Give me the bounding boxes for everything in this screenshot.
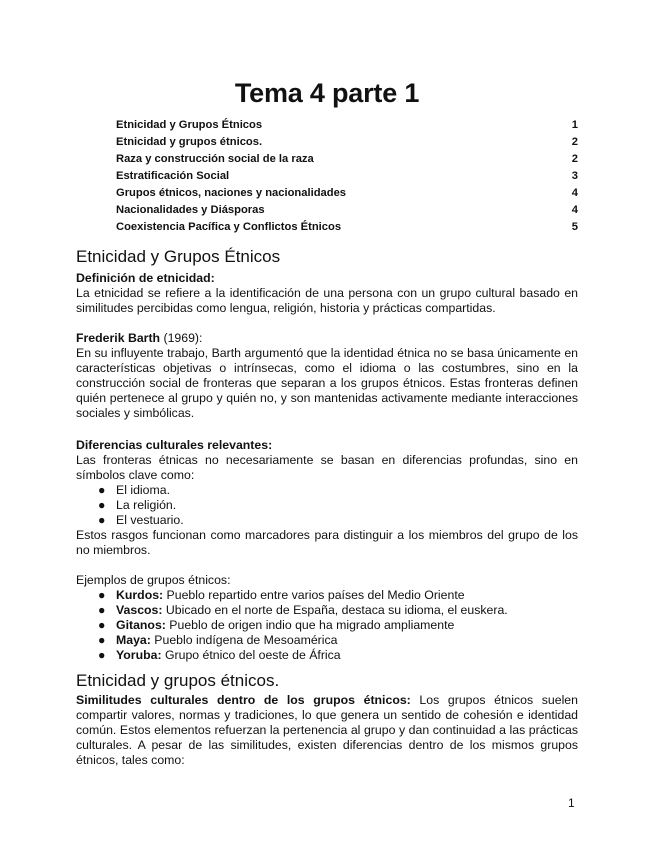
bullet-icon: ● [98, 483, 106, 497]
toc-page: 2 [571, 136, 578, 148]
differences-heading: Diferencias culturales relevantes: [76, 438, 273, 452]
toc-page: 3 [571, 170, 578, 182]
toc-page: 4 [571, 187, 578, 199]
page-number: 1 [568, 796, 575, 810]
examples-intro: Ejemplos de grupos étnicos: [76, 573, 231, 587]
list-item: ● Gitanos: Pueblo de origen indio que ha migrado ampliamente [98, 618, 455, 632]
toc-label: Raza y construcción social de la raza [116, 153, 314, 165]
list-item: ● Maya: Pueblo indígena de Mesoamérica [98, 633, 338, 647]
list-item: ● La religión. [98, 498, 177, 512]
toc-entry[interactable] [76, 185, 578, 202]
bullet-icon: ● [98, 618, 106, 632]
symbols-list [76, 483, 578, 528]
toc-label: Coexistencia Pacífica y Conflictos Étnicos [116, 221, 342, 233]
similarities-paragraph: Similitudes culturales dentro de los grupos étnicos: Los grupos étnicos suelen compartir valores, normas y tradiciones, lo que genera un sentido de cohesión e identidad común. Estos elementos refuerzan la pertenencia al grupo y dan continuidad a las prácticas culturales. A pesar de las similitudes, existen diferencias dentro de los mismos grupos étnicos, tales como: [76, 693, 578, 767]
bullet-icon: ● [98, 603, 106, 617]
examples-list [76, 588, 578, 663]
bullet-icon: ● [98, 648, 106, 662]
markers-paragraph: Estos rasgos funcionan como marcadores para distinguir a los miembros del grupo de los no miembros. [76, 528, 578, 557]
similarities-lead: Similitudes culturales dentro de los grupos étnicos: [76, 693, 411, 707]
section-heading: Etnicidad y Grupos Étnicos [76, 247, 281, 266]
list-item: ● Vascos: Ubicado en el norte de España, destaca su idioma, el euskera. [98, 603, 508, 617]
author-name: Frederik Barth [76, 331, 161, 345]
section-heading: Etnicidad y grupos étnicos. [76, 671, 280, 690]
toc-entry[interactable] [76, 202, 578, 219]
toc-label: Grupos étnicos, naciones y nacionalidades [116, 187, 347, 199]
toc-page: 2 [571, 153, 578, 165]
toc-entry[interactable] [76, 117, 578, 134]
bullet-icon: ● [98, 513, 106, 527]
page-title: Tema 4 parte 1 [234, 78, 420, 108]
list-item: ● El vestuario. [98, 513, 184, 527]
list-item: ● Yoruba: Grupo étnico del oeste de África [98, 648, 341, 662]
author-year: (1969): [160, 331, 203, 345]
toc-entry[interactable] [76, 151, 578, 168]
toc-entry[interactable] [76, 219, 578, 236]
barth-paragraph: En su influyente trabajo, Barth argumentó que la identidad étnica no se basa únicamente en características objetivas o intrínsecas, como el idioma o las costumbres, sino en la construcción social de fronteras que separan a los grupos étnicos. Estas fronteras definen quién pertenece al grupo y quién no, y son mantenidas activamente mediante interacciones sociales y simbólicas. [76, 346, 578, 420]
definition-heading: Definición de etnicidad: [76, 271, 215, 285]
toc-page: 5 [571, 221, 578, 233]
toc-label: Etnicidad y Grupos Étnicos [116, 119, 263, 131]
barth-heading [76, 331, 578, 346]
toc-label: Nacionalidades y Diásporas [116, 204, 265, 216]
toc-entry[interactable] [76, 134, 578, 151]
toc-page: 1 [571, 119, 578, 131]
bullet-icon: ● [98, 498, 106, 512]
bullet-icon: ● [98, 588, 106, 602]
toc-page: 4 [571, 204, 578, 216]
bullet-icon: ● [98, 633, 106, 647]
toc-label: Estratificación Social [116, 170, 230, 182]
toc-label: Etnicidad y grupos étnicos. [116, 136, 263, 148]
list-item: ● Kurdos: Pueblo repartido entre varios países del Medio Oriente [98, 588, 465, 602]
definition-paragraph: La etnicidad se refiere a la identificación de una persona con un grupo cultural basado en similitudes percibidas como lengua, religión, historia y prácticas compartidas. [76, 286, 578, 315]
table-of-contents [76, 117, 578, 236]
toc-entry[interactable] [76, 168, 578, 185]
differences-paragraph: Las fronteras étnicas no necesariamente se basan en diferencias profundas, sino en símbolos clave como: [76, 453, 578, 482]
list-item: ● El idioma. [98, 483, 170, 497]
document-body [76, 245, 578, 768]
